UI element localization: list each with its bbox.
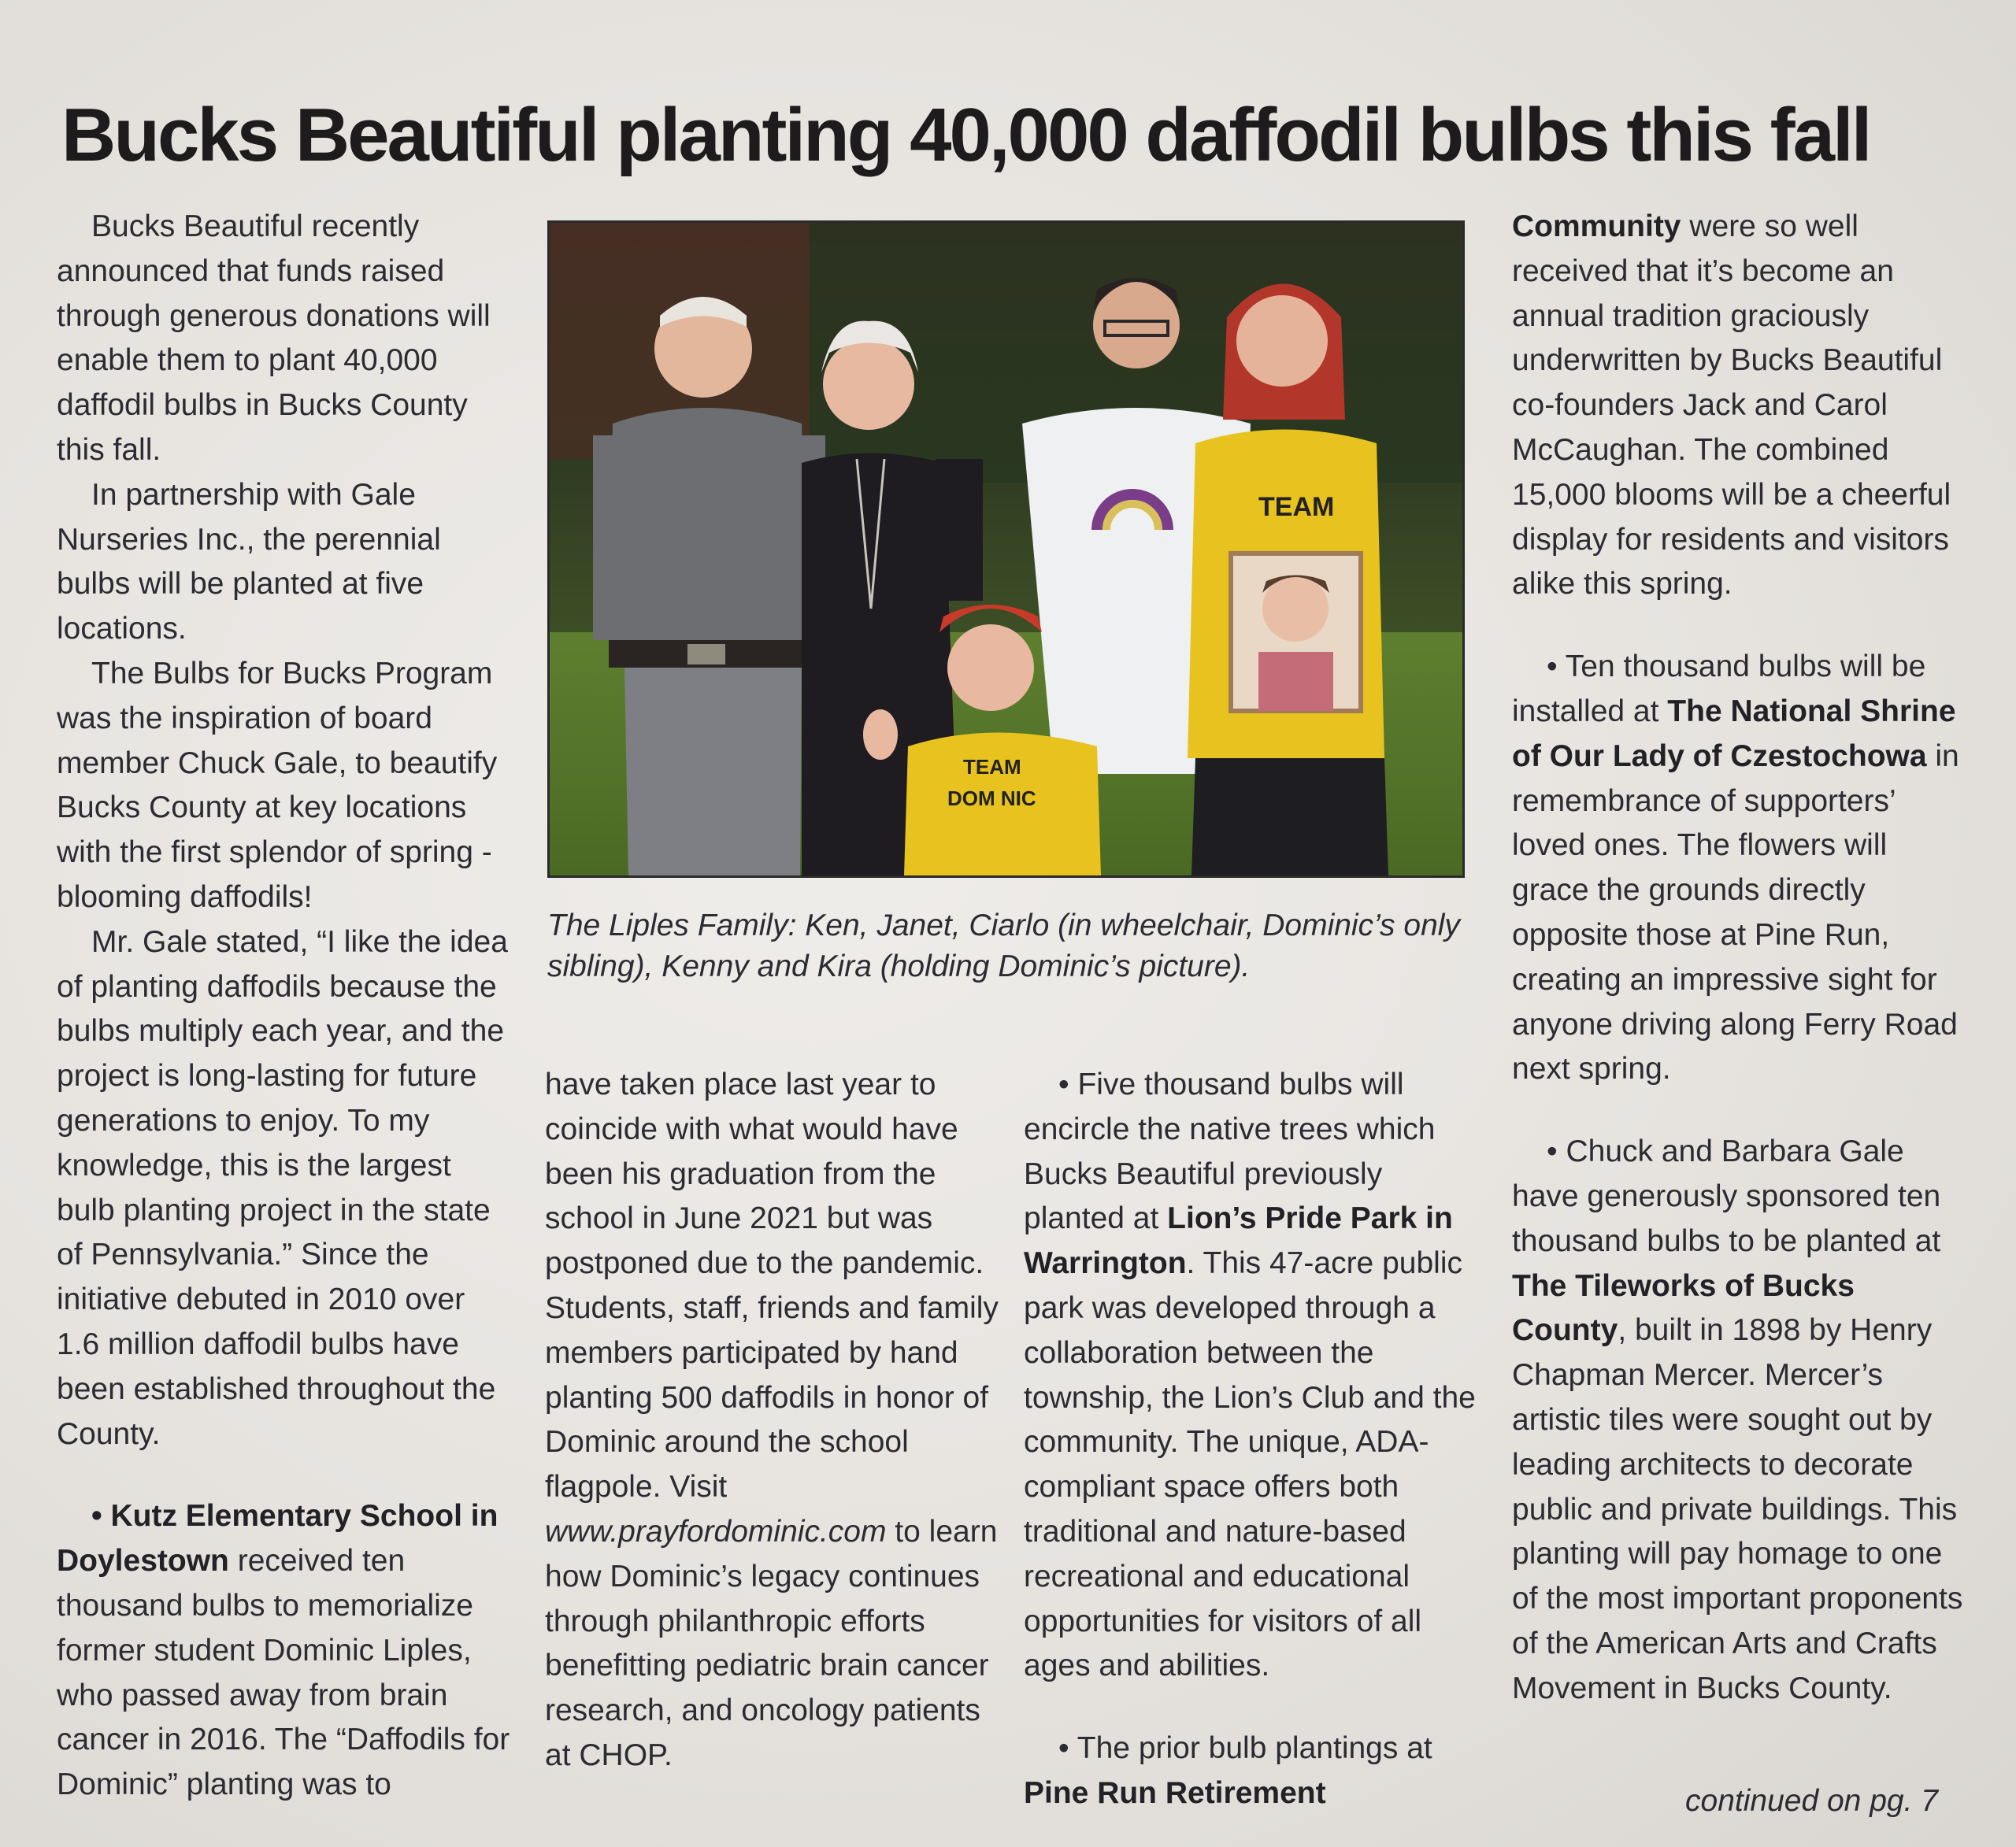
location-name: Lion’s Pride Park in Warrington — [1024, 1201, 1453, 1281]
paragraph — [1024, 1727, 1488, 1816]
paragraph-text: received ten thousand bulbs to memorialize former student Dominic Liples, who passed away from brain cancer in 2016. The “Daffodils for Dominic” planting was to — [57, 1544, 510, 1802]
article-column-4 — [1512, 205, 1969, 1712]
paragraph-text: in remembrance of supporters’ loved ones. The flowers will grace the grounds directly opposite those at Pine Run, creating an impressive sight for anyone driving along Ferry Road next spring. — [1512, 738, 1959, 1086]
paragraph-text: • Five thousand bulbs will encircle the native trees which Bucks Beautiful previously planted at — [1024, 1068, 1436, 1236]
paragraph-text: have taken place last year to coincide with what would have been his graduation from the school in June 2021 but was postponed due to the pandemic. Students, staff, friends and family members participated by hand planting 500 daffodils in honor of Dominic around the school flagpole. Visit — [545, 1068, 999, 1505]
paragraph — [1512, 1130, 1969, 1711]
paragraph-text: , built in 1898 by Henry Chapman Mercer. Mercer’s artistic tiles were sought out by leading architects to decorate public and private buildings. This planting will pay homage to one of the most important proponents of the American Arts and Crafts Movement in Bucks County. — [1512, 1313, 1963, 1705]
paragraph — [1512, 645, 1969, 1092]
article-headline: Bucks Beautiful planting 40,000 daffodil bulbs this fall — [61, 93, 1870, 177]
shirt-text: DOM NIC — [947, 787, 1036, 810]
paragraph-text: • The prior bulb plantings at — [1058, 1731, 1432, 1766]
location-name: The National Shrine of Our Lady of Czestochowa — [1512, 694, 1956, 773]
location-name: • Kutz Elementary School in Doylestown — [57, 1499, 498, 1579]
article-column-3 — [1024, 1063, 1488, 1816]
paragraph-text: . This 47-acre public park was developed through a collaboration between the township, the Lion’s Club and the community. The unique, ADA-compliant space offers both traditional and nature-based recreational and educational opportunities for visitors of all ages and abilities. — [1024, 1246, 1476, 1683]
location-name: Pine Run Retirement — [1024, 1775, 1326, 1810]
paragraph-text: • Ten thousand bulbs will be installed at — [1512, 650, 1926, 728]
paragraph — [1512, 205, 1969, 607]
paragraph — [545, 1063, 1010, 1779]
location-name: Community — [1512, 209, 1681, 243]
paragraph — [57, 1494, 513, 1808]
paragraph: Bucks Beautiful recently announced that funds raised through generous donations will enable them to plant 40,000 daffodil bulbs in Bucks County this fall. — [57, 209, 491, 467]
website-link[interactable]: www.prayfordominic.com — [545, 1514, 887, 1549]
paragraph: In partnership with Gale Nurseries Inc., the perennial bulbs will be planted at five locations. — [57, 477, 441, 646]
location-name: The Tileworks of Bucks County — [1512, 1268, 1855, 1348]
paragraph — [1024, 1063, 1488, 1689]
paragraph: Mr. Gale stated, “I like the idea of planting daffodils because the bulbs multiply each year, and the project is long-lasting for future generations to enjoy. To my knowledge, this is the largest bulb planting project in the state of Pennsylvania.” Since the initiative debuted in 2010 over 1.6 million daffodil bulbs have been established throughout the County. — [57, 924, 508, 1451]
paragraph-text: to learn how Dominic’s legacy continues through philanthropic efforts benefitting pediatric brain cancer research, and oncology patients at CHOP. — [545, 1514, 998, 1772]
shirt-text: TEAM — [1258, 492, 1335, 522]
shirt-text: TEAM — [963, 755, 1021, 779]
photo-caption: The Liples Family: Ken, Janet, Ciarlo (in wheelchair, Dominic’s only sibling), Kenny and Kira (holding Dominic’s picture). — [547, 909, 1460, 983]
paragraph: The Bulbs for Bucks Program was the inspiration of board member Chuck Gale, to beautify Bucks County at key locations with the first splendor of spring - blooming daffodils! — [57, 656, 498, 914]
article-column-1 — [57, 205, 513, 1808]
paragraph-text: were so well received that it’s become an annual tradition graciously underwritten by Bucks Beautiful co-founders Jack and Carol McCaughan. The combined 15,000 blooms will be a cheerful display for residents and visitors alike this spring. — [1512, 209, 1951, 601]
continued-note: continued on pg. 7 — [1685, 1784, 1938, 1818]
article-column-2 — [545, 1063, 1010, 1779]
paragraph-text: • Chuck and Barbara Gale have generously sponsored ten thousand bulbs to be planted at — [1512, 1134, 1941, 1258]
family-photo — [547, 220, 1465, 878]
